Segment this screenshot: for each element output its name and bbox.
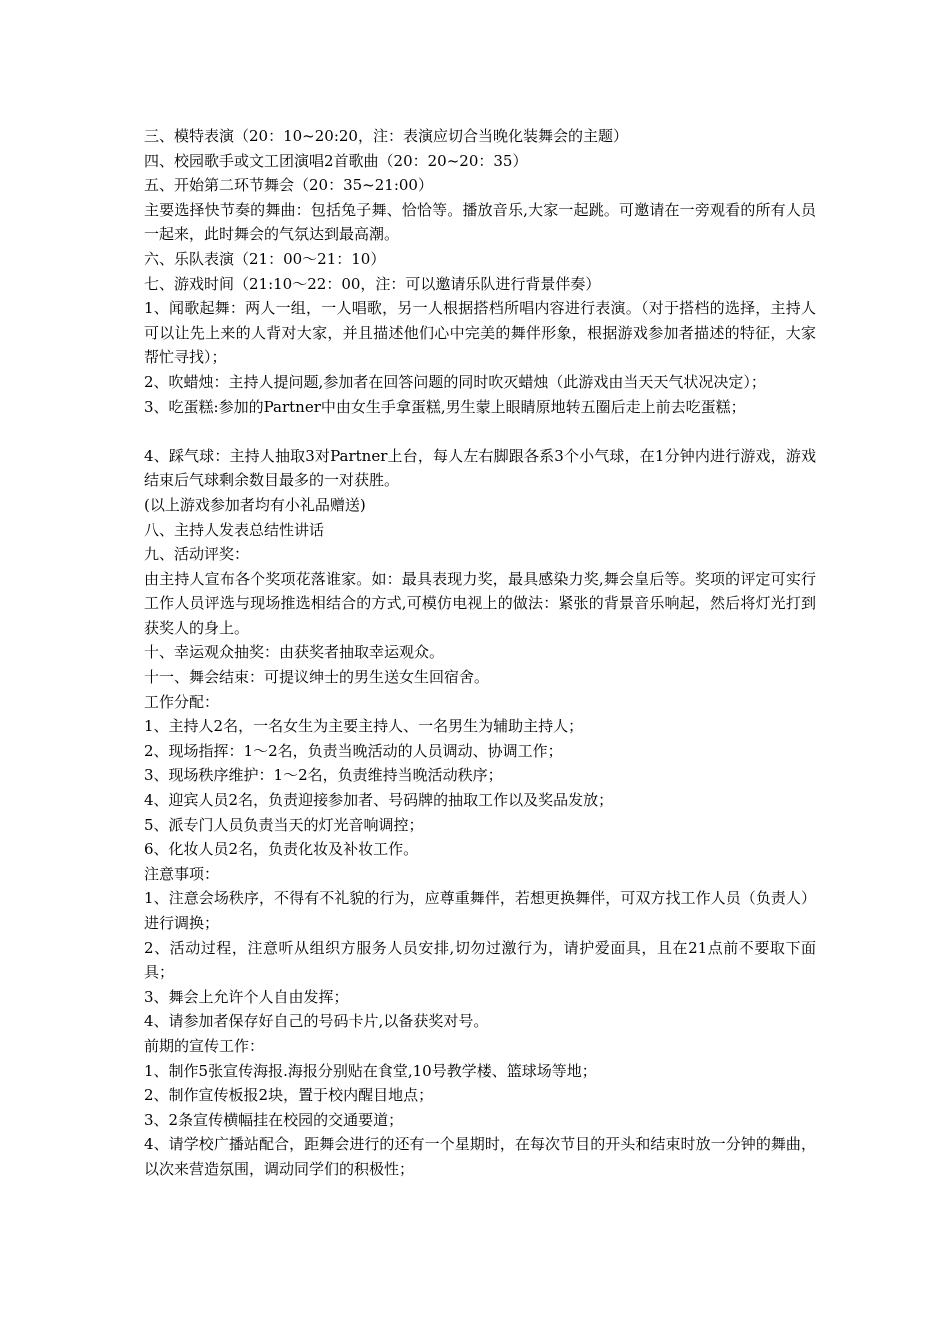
text-paragraph: 2、活动过程，注意听从组织方服务人员安排,切勿过激行为，请护爱面具，且在21点前不要取下面具； <box>144 938 816 982</box>
text-line: 2、制作宣传板报2块，置于校内醒目地点； <box>144 1086 434 1105</box>
text-paragraph: 由主持人宣布各个奖项花落谁家。如：最具表现力奖，最具感染力奖,舞会皇后等。奖项的评定可实行工作人员评选与现场推选相结合的方式,可模仿电视上的做法：紧张的背景音乐响起，然后将灯光打到获奖人的身上。 <box>144 569 816 637</box>
text-line: 5、派专门人员负责当天的灯光音响调控； <box>144 815 424 834</box>
text-line: 七、游戏时间（21:10～22：00，注：可以邀请乐队进行背景伴奏） <box>144 274 601 293</box>
text-line: 3、吃蛋糕:参加的Partner中由女生手拿蛋糕,男生蒙上眼睛原地转五圈后走上前去吃蛋糕； <box>144 397 746 416</box>
text-paragraph: 1、注意会场秩序，不得有不礼貌的行为，应尊重舞伴，若想更换舞伴，可双方找工作人员（负责人）进行调换； <box>144 889 816 932</box>
text-line: 四、校园歌手或文工团演唱2首歌曲（20：20~20：35） <box>144 151 528 170</box>
text-line: 4、迎宾人员2名，负责迎接参加者、号码牌的抽取工作以及奖品发放； <box>144 791 614 810</box>
text-line: 3、2条宣传横幅挂在校园的交通要道； <box>144 1110 404 1129</box>
document-body <box>144 124 816 1182</box>
text-line: 注意事项： <box>144 864 220 883</box>
text-paragraph: 2、吹蜡烛：主持人提问题,参加者在回答问题的同时吹灭蜡烛（此游戏由当天天气状况决定）； <box>144 372 766 391</box>
text-line: 3、现场秩序维护：1～2名，负责维持当晚活动秩序； <box>144 766 503 785</box>
text-line: 前期的宣传工作： <box>144 1036 265 1055</box>
text-line: 六、乐队表演（21：00～21：10） <box>144 249 386 268</box>
text-line: 五、开始第二环节舞会（20：35~21:00） <box>144 176 433 195</box>
text-paragraph: 4、踩气球：主持人抽取3对Partner上台，每人左右脚跟各系3个小气球，在1分钟内进行游戏，游戏结束后气球剩余数目最多的一对获胜。 <box>144 446 816 490</box>
text-line: 6、化妆人员2名，负责化妆及补妆工作。 <box>144 840 419 859</box>
blank-line <box>144 419 816 444</box>
text-paragraph: 4、请学校广播站配合，距舞会进行的还有一个星期时，在每次节目的开头和结束时放一分钟的舞曲，以次来营造氛围，调动同学们的积极性； <box>144 1135 816 1178</box>
text-line: 1、主持人2名，一名女生为主要主持人、一名男生为辅助主持人； <box>144 717 584 736</box>
text-line: 工作分配： <box>144 692 220 711</box>
text-line: 八、主持人发表总结性讲话 <box>144 520 325 539</box>
text-line: 十一、舞会结束：可提议绅士的男生送女生回宿舍。 <box>144 668 490 687</box>
text-paragraph: 主要选择快节奏的舞曲：包括兔子舞、恰恰等。播放音乐,大家一起跳。可邀请在一旁观看的所有人员一起来，此时舞会的气氛达到最高潮。 <box>144 200 816 244</box>
text-line: 九、活动评奖： <box>144 545 250 564</box>
text-paragraph: 1、闻歌起舞：两人一组，一人唱歌，另一人根据搭档所唱内容进行表演。（对于搭档的选择，主持人可以让先上来的人背对大家，并且描述他们心中完美的舞伴形象，根据游戏参加者描述的特征，大家帮忙寻找）； <box>144 299 816 367</box>
text-line: 三、模特表演（20：10~20:20，注：表演应切合当晚化装舞会的主题） <box>144 127 628 145</box>
text-line: (以上游戏参加者均有小礼品赠送) <box>144 495 366 514</box>
text-line: 3、舞会上允许个人自由发挥； <box>144 987 349 1006</box>
text-line: 2、现场指挥：1～2名，负责当晚活动的人员调动、协调工作； <box>144 741 563 760</box>
text-line: 1、制作5张宣传海报.海报分别贴在食堂,10号教学楼、篮球场等地； <box>144 1061 597 1080</box>
text-line: 4、请参加者保存好自己的号码卡片,以备获奖对号。 <box>144 1012 489 1031</box>
text-line: 十、幸运观众抽奖：由获奖者抽取幸运观众。 <box>144 643 445 662</box>
